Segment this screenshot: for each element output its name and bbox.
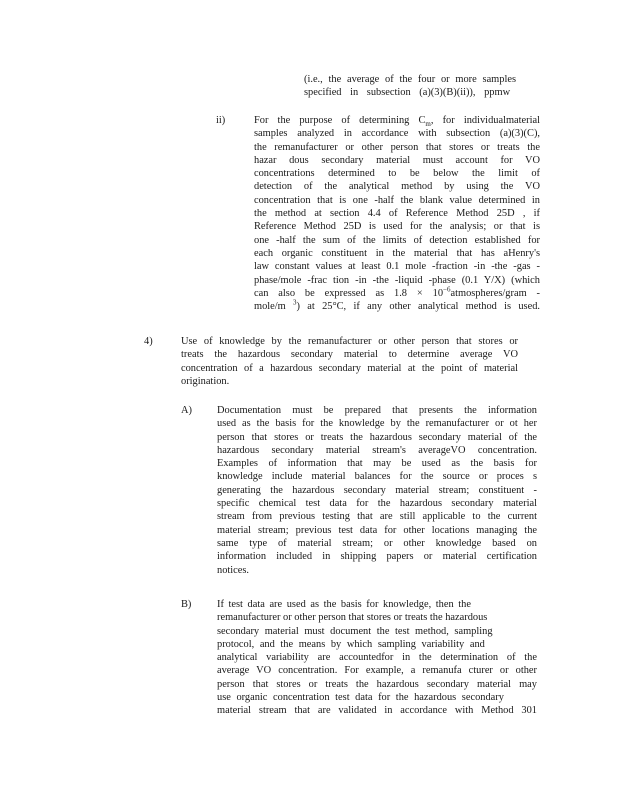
text-line: material stream; previous test data for other locations managing the (217, 524, 537, 536)
text-line: secondary material must document the test method, sampling (217, 625, 493, 637)
text-line: concentration of a hazardous secondary material at the point of material (181, 362, 518, 374)
text-line: hazardous secondary material stream's averageVO concentration. (217, 444, 537, 456)
continuation-text (304, 73, 516, 100)
item-ii-label: ii) (216, 115, 226, 126)
text-line: use organic concentration test data for the hazardous secondary (217, 692, 504, 704)
text-line: phase/mole -frac tion -in -the -liquid -phase (0.1 Y/X) (which (254, 274, 540, 286)
text-line: the method at section 4.4 of Reference Method 25D , if (254, 208, 540, 220)
text-line: each organic constituent in the material that has aHenry's (254, 247, 540, 259)
text-line: stream from previous testing that are still applicable to the current (217, 511, 537, 523)
text-line: information included in shipping papers or material certification (217, 551, 537, 563)
text-line: used as the basis for the knowledge by the remanufacturer or ot her (217, 418, 537, 430)
text-line: one -half the sum of the limits of detection established for (254, 234, 540, 246)
item-ii-paragraph (254, 114, 540, 313)
text-line: hazar dous secondary material must account for VO (254, 154, 540, 166)
text-line: same type of material stream; or other knowledge based on (217, 537, 537, 549)
text-line: Reference Method 25D is used for the analysis; or that is (254, 221, 540, 233)
text-line: origination. (181, 375, 230, 387)
text-line: person that stores or treats the hazardous secondary material of the (217, 431, 537, 443)
item-4-label: 4) (144, 336, 153, 347)
text-line: remanufacturer or other person that stores or treats the hazardous (217, 612, 488, 624)
item-a-label: A) (181, 405, 192, 416)
item-4-paragraph (181, 335, 518, 388)
text-line: material stream that are validated in accordance with Method 301 (217, 705, 537, 717)
text-line: protocol, and the means by which sampling variability and (217, 638, 485, 650)
text-line: (i.e., the average of the four or more samples (304, 74, 516, 85)
text-line: can also be expressed as $1.8 \times 10^{-6}atmospheres$/gram - (254, 285, 541, 299)
text-line: Examples of information that may be used as the basis for (217, 458, 537, 470)
text-line: treats the hazardous secondary material to determine average VO (181, 349, 518, 361)
text-line: concentration that is one -half the blank value determined in (254, 194, 540, 206)
text-line: Use of knowledge by the remanufacturer or other person that stores or (181, 336, 518, 347)
text-line: law constant values at least 0.1 mole -fraction -in -the -gas - (254, 261, 540, 273)
text-line: notices. (217, 564, 250, 576)
text-line: mole/m $^3$) at 25°C, if any other analytical method is used. (254, 298, 540, 313)
text-line: concentrations determined to be below the limit of (254, 168, 540, 180)
text-line: generating the hazardous secondary material stream; constituent - (217, 484, 537, 496)
item-a-paragraph (217, 404, 537, 577)
text-line: analytical variability are accountedfor in the determination of the (217, 652, 537, 664)
text-line: the remanufacturer or other person that stores or treats the (254, 141, 540, 153)
text-line: knowledge include material balances for the source or proces s (217, 471, 537, 483)
text-line: specific chemical test data for the hazardous secondary material (217, 498, 537, 510)
text-line: If test data are used as the basis for knowledge, then the (217, 599, 471, 610)
text-line: person that stores or treats the hazardous secondary material may (217, 678, 537, 690)
text-line: samples analyzed in accordance with subsection (a)(3)(C), (254, 128, 540, 140)
text-line: detection of the analytical method by using the VO (254, 181, 540, 193)
item-b-paragraph (217, 598, 537, 718)
text-line: Documentation must be prepared that presents the information (217, 405, 537, 416)
text-line: For the purpose of determining $C_m$, for individualmaterial (254, 115, 540, 129)
item-b-label: B) (181, 599, 192, 610)
text-line: specified in subsection (a)(3)(B)(ii)), ppmw (304, 87, 511, 99)
text-line: average VO concentration. For example, a remanufa cturer or other (217, 665, 537, 677)
